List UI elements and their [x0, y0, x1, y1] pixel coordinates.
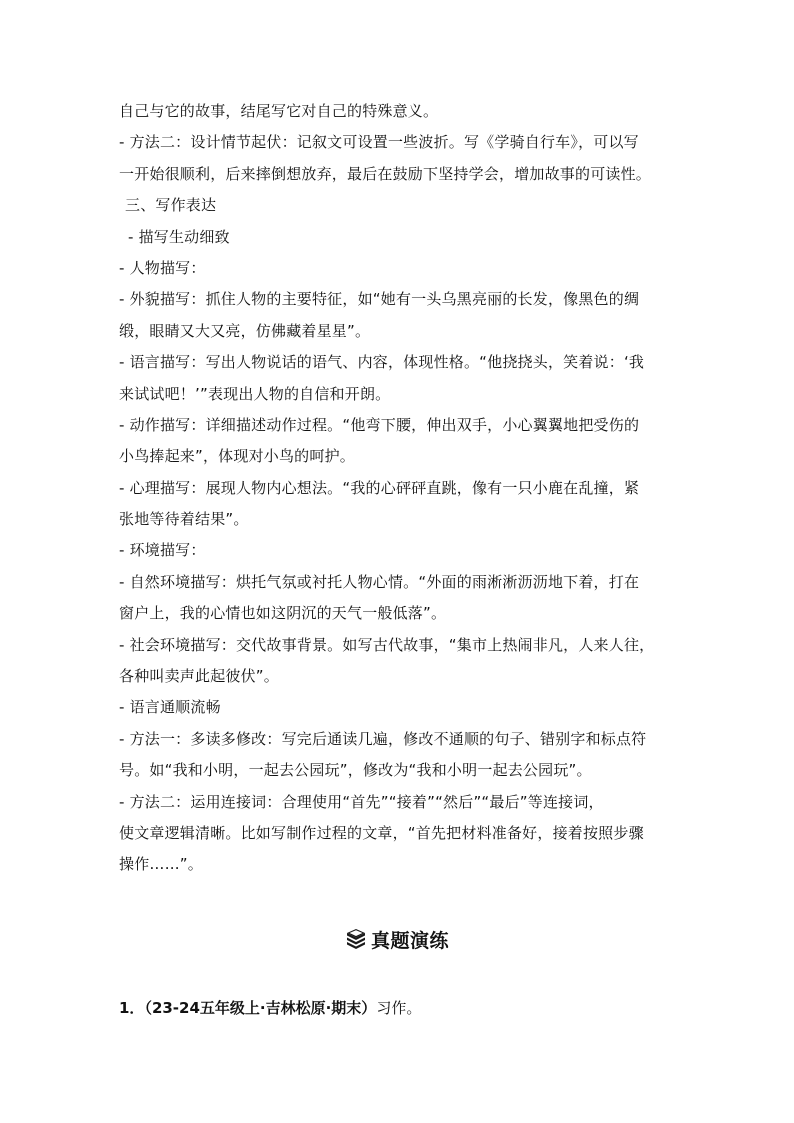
text-line: 使文章逻辑清晰。比如写制作过程的文章，“首先把材料准备好，接着按照步骤 [119, 823, 644, 842]
section-heading [0, 922, 794, 956]
text-line: 各种叫卖声此起彼伏”。 [119, 667, 279, 686]
text-line: - 环境描写： [119, 541, 206, 560]
question-text: 习作。 [376, 999, 422, 1017]
text-line: - 外貌描写：抓住人物的主要特征，如“她有一头乌黑亮丽的长发，像黑色的绸 [119, 290, 640, 309]
text-line: - 社会环境描写：交代故事背景。如写古代故事，“集市上热闹非凡，人来人往， [119, 635, 655, 654]
text-line: - 自然环境描写：烘托气氛或衬托人物心情。“外面的雨淅淅沥沥地下着，打在 [119, 572, 640, 591]
section-subheading: 三、写作表达 [125, 196, 217, 215]
text-line: - 方法二：运用连接词：合理使用“首先”“接着”“然后”“最后”等连接词， [119, 792, 604, 811]
text-line: 自己与它的故事，结尾写它对自己的特殊意义。 [119, 102, 439, 120]
section-title: 真题演练 [370, 929, 449, 952]
text-line: 号。如“我和小明，一起去公园玩”，修改为“我和小明一起去公园玩”。 [119, 761, 592, 780]
question-item [119, 996, 421, 1020]
text-line: - 描写生动细致 [128, 227, 230, 246]
text-line: - 人物描写： [119, 258, 206, 277]
text-line: 操作……”。 [119, 855, 203, 874]
text-line: - 心理描写：展现人物内心想法。“我的心砰砰直跳，像有一只小鹿在乱撞，紧 [119, 478, 640, 497]
text-line: 窗户上，我的心情也如这阴沉的天气一般低落”。 [119, 604, 447, 623]
text-line: 小鸟捧起来”，体现对小鸟的呵护。 [119, 447, 355, 466]
text-line: - 语言描写：写出人物说话的语气、内容，体现性格。“他挠挠头，笑着说：‘我 [119, 353, 645, 372]
text-line: 张地等待着结果”。 [119, 510, 249, 529]
text-line: - 动作描写：详细描述动作过程。“他弯下腰，伸出双手，小心翼翼地把受伤的 [119, 415, 640, 434]
text-line: - 语言通顺流畅 [119, 698, 221, 717]
text-line: - 方法二：设计情节起伏：记叙文可设置一些波折。写《学骑自行车》，可以写 [119, 133, 639, 152]
body-text [119, 96, 689, 881]
books-icon [345, 928, 367, 950]
text-line: 一开始很顺利，后来摔倒想放弃，最后在鼓励下坚持学会，增加故事的可读性。 [119, 164, 652, 183]
question-source: （23-24五年级上·吉林松原·期末） [144, 999, 377, 1017]
text-line: - 方法一：多读多修改：写完后通读几遍，修改不通顺的句子、错别字和标点符 [119, 729, 647, 748]
question-number: 1． [119, 999, 145, 1017]
text-line: 缎，眼睛又大又亮，仿佛藏着星星”。 [119, 321, 371, 340]
text-line: 来试试吧！’”表现出人物的自信和开朗。 [119, 384, 391, 403]
